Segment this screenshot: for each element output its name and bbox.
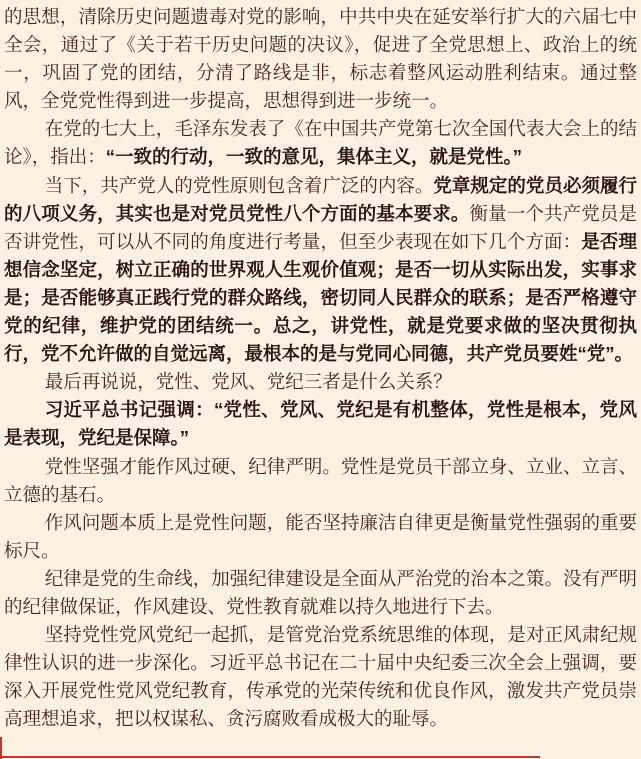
text-run-bold: “一致的行动，一致的意见，集体主义，就是党性。” <box>105 146 523 168</box>
text-run-bold: 习近平总书记强调：“党性、党风、党纪是有机整体，党性是根本，党风是表现，党纪是保障。” <box>4 399 637 449</box>
red-divider-line-left <box>0 737 2 759</box>
paragraph <box>4 368 637 396</box>
text-run-bold: 是否理想信念坚定，树立正确的世界观人生观价值观；是否一切从实际出发，实事求是；是否能够真正践行党的群众路线，密切同人民群众的联系；是否严格遵守党的纪律，维护党的团结统一。总之，讲党性，就是党要求做的坚决贯彻执行，党不允许做的自觉远离，最根本的是与党同心同德，共产党员要姓“党”。 <box>4 230 637 365</box>
text-run: 最后再说说，党性、党风、党纪三者是什么关系？ <box>44 371 452 393</box>
paragraph <box>4 172 637 369</box>
text-run: 的思想，清除历史问题遗毒对党的影响，中共中央在延安举行扩大的六届七中全会，通过了《关于若干历史问题的决议》，促进了全党思想上、政治上的统一，巩固了党的团结，分清了路线是非，标志着整风运动胜利结束。通过整风，全党党性得到进一步提高，思想得到进一步统一。 <box>4 6 637 112</box>
text-run-bold: 党章规定的党员必须履行的八项义务，其实也是对党员党性八个方面的基本要求。 <box>4 174 637 224</box>
paragraph <box>4 509 637 565</box>
text-run: 在党的七大上，毛泽东发表了《在中国共产党第七次全国代表大会上的结论》，指出： <box>4 118 637 168</box>
paragraph <box>4 3 637 115</box>
paragraph <box>4 115 637 171</box>
red-divider-line-bottom <box>0 756 540 758</box>
text-run: 当下，共产党人的党性原则包含着广泛的内容。 <box>44 174 434 196</box>
text-run: 衡量一个共产党员是否讲党性，可以从不同的角度进行考量，但至少表现在如下几个方面： <box>4 202 637 252</box>
text-run: 纪律是党的生命线，加强纪律建设是全面从严治党的治本之策。没有严明的纪律做保证，作风建设、党性教育就难以持久地进行下去。 <box>4 567 637 617</box>
text-run: 作风问题本质上是党性问题，能否坚持廉洁自律更是衡量党性强弱的重要标尺。 <box>4 511 637 561</box>
text-run: 坚持党性党风党纪一起抓，是管党治党系统思维的体现，是对正风肃纪规律性认识的进一步深化。习近平总书记在二十届中央纪委三次全会上强调，要深入开展党性党风党纪教育，传承党的光荣传统和优良作风，激发共产党员崇高理想追求，把以权谋私、贪污腐败看成极大的耻辱。 <box>4 624 637 730</box>
paragraph <box>4 453 637 509</box>
text-run: 党性坚强才能作风过硬、纪律严明。党性是党员干部立身、立业、立言、立德的基石。 <box>4 455 637 505</box>
paragraph <box>4 565 637 621</box>
paragraph <box>4 621 637 733</box>
paragraph <box>4 396 637 452</box>
